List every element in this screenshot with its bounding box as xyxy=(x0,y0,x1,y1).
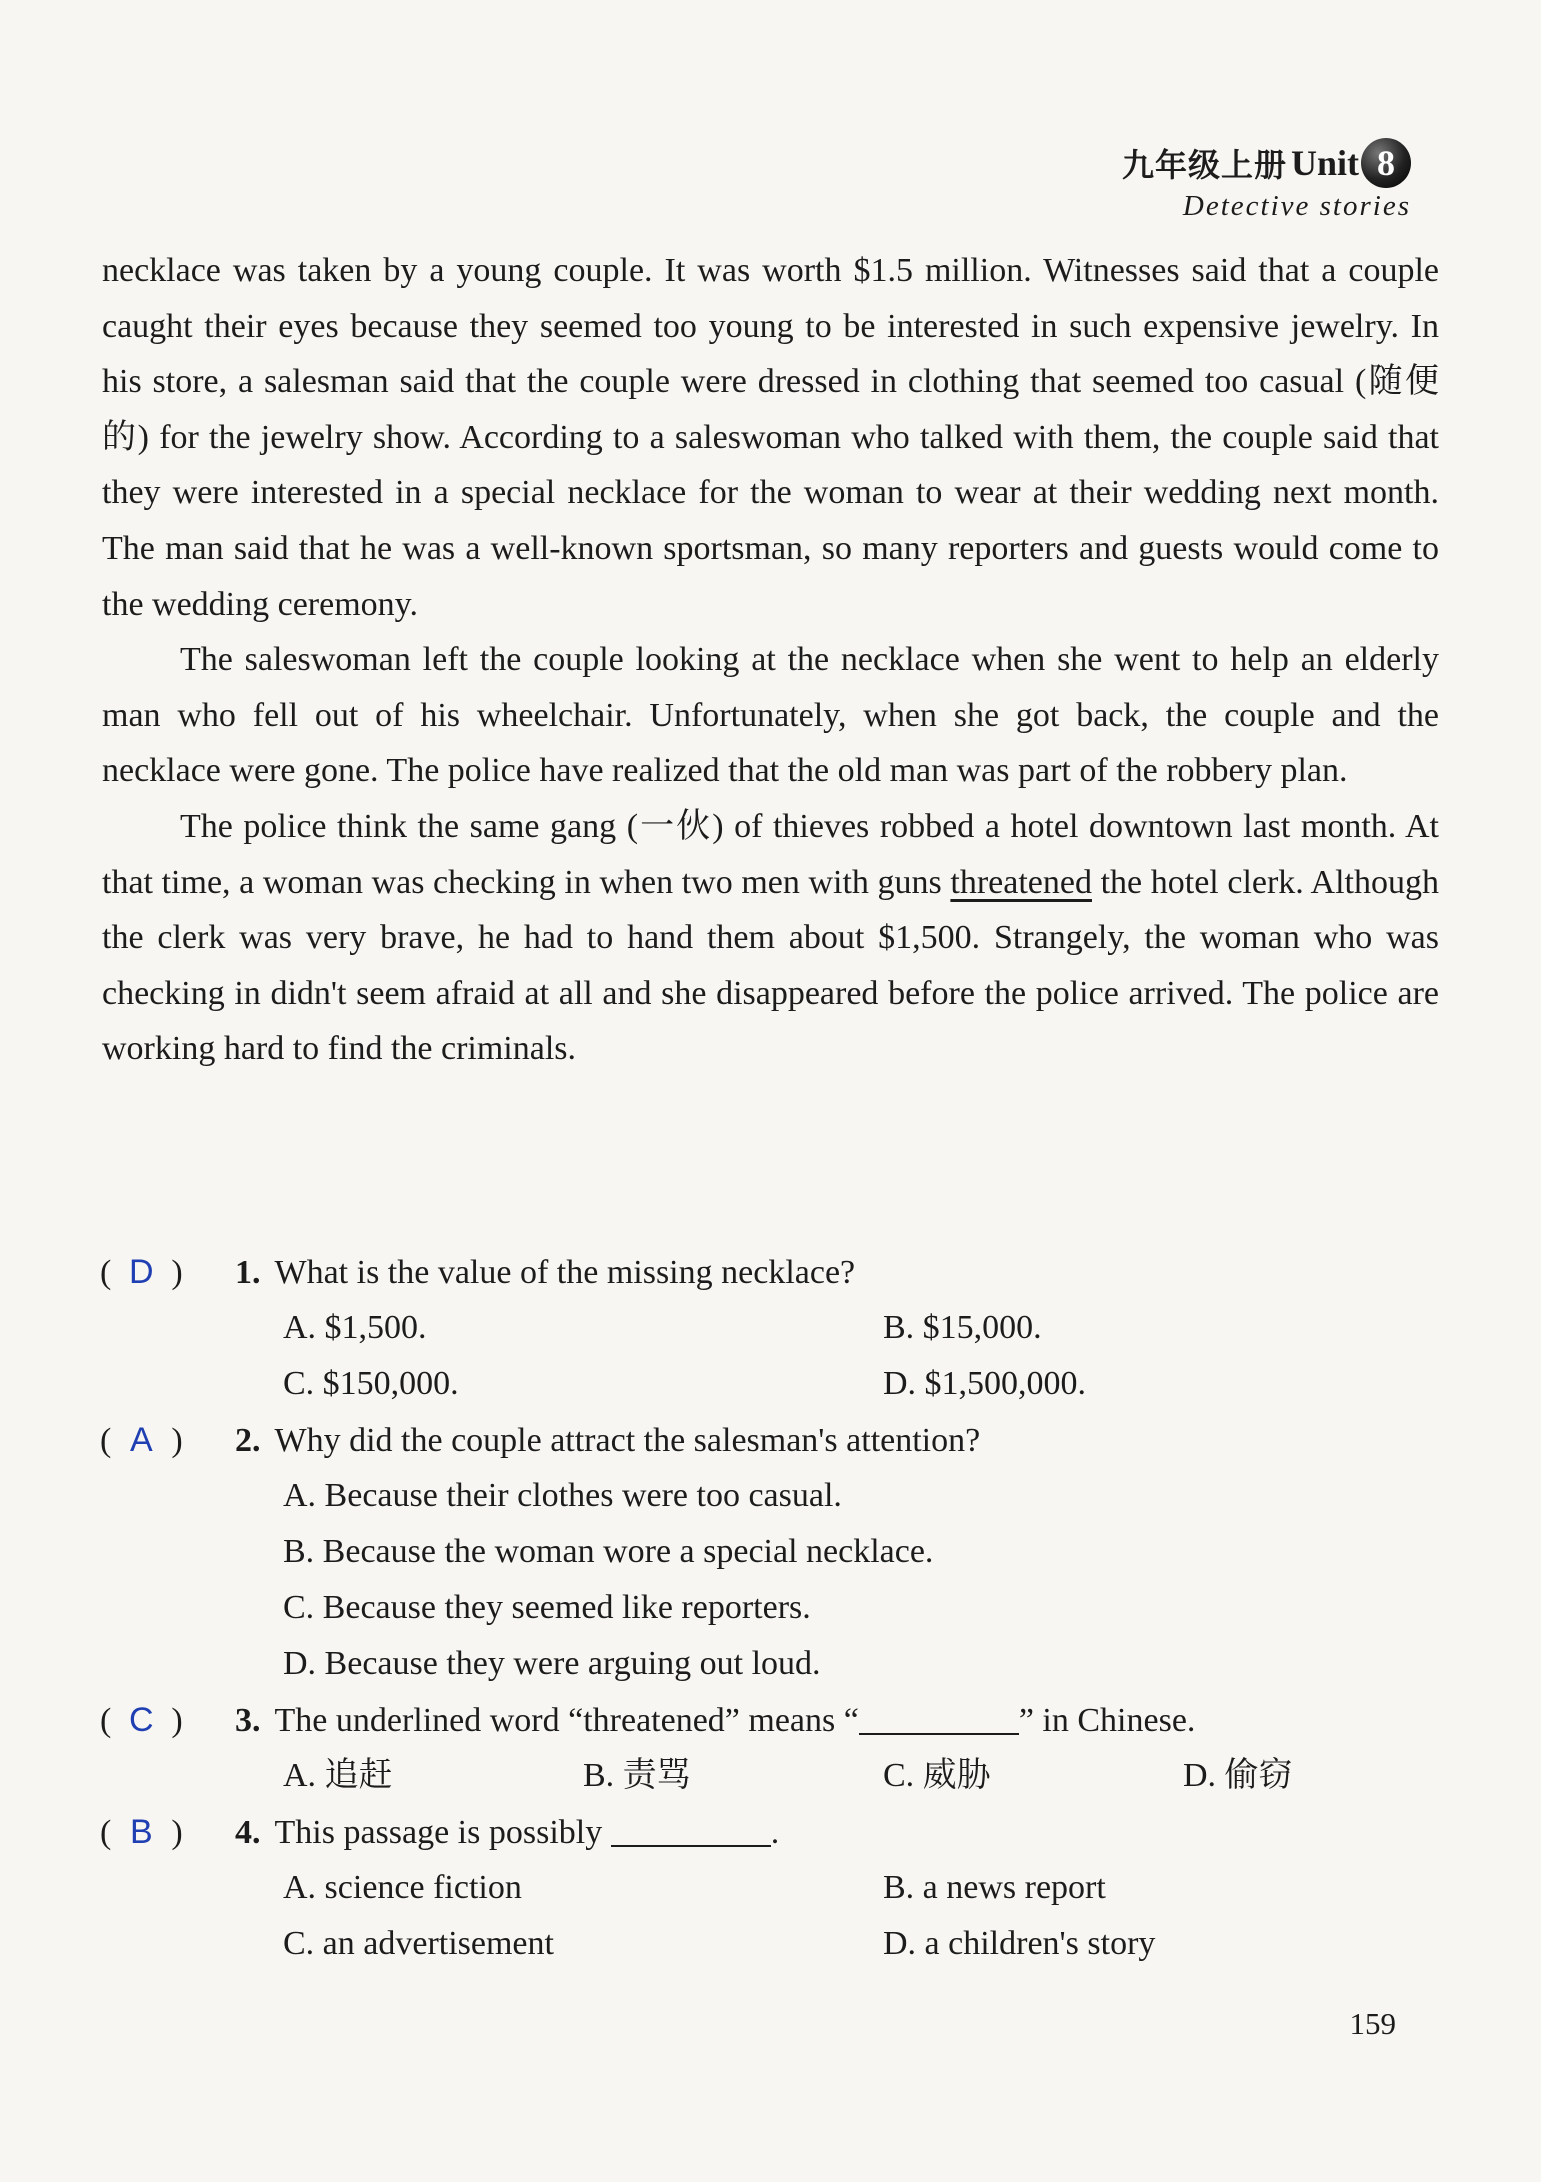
reading-passage xyxy=(102,243,1439,1077)
option-c: C. Because they seemed like reporters. xyxy=(283,1589,811,1626)
unit-subtitle: Detective stories xyxy=(1182,190,1411,222)
header-title xyxy=(1122,138,1411,188)
option-b: B. 责骂 xyxy=(583,1757,691,1794)
answer-bracket: ( B ) xyxy=(100,1804,235,1861)
option-a: A. $1,500. xyxy=(283,1309,427,1346)
question-text: Why did the couple attract the salesman's attention? xyxy=(274,1422,981,1459)
question-2 xyxy=(100,1412,1440,1692)
question-text xyxy=(275,1805,780,1861)
underlined-word: threatened xyxy=(950,863,1092,901)
answer-bracket: ( C ) xyxy=(100,1692,235,1749)
question-text-start: The underlined word “threatened” means “ xyxy=(274,1702,859,1739)
option-a: A. Because their clothes were too casual. xyxy=(283,1477,842,1514)
paragraph-3 xyxy=(102,799,1439,1077)
question-4 xyxy=(100,1804,1440,1972)
paragraph-3-part-2: the hotel clerk. Although the clerk was very brave, he had to hand them about $1,500. Strangely, the woman who was checking in didn't seem afraid at all and she disappeared before the police arrived. The police are working hard to find the criminals. xyxy=(102,863,1439,1068)
book-label: 九年级上册 xyxy=(1121,146,1287,184)
question-number: 3. xyxy=(235,1702,261,1739)
answer-mark: A xyxy=(129,1421,153,1459)
question-list xyxy=(100,1244,1440,1972)
option-c: C. 威胁 xyxy=(883,1757,991,1794)
answer-blank xyxy=(611,1813,771,1847)
unit-label: Unit xyxy=(1290,143,1359,183)
answer-mark: C xyxy=(129,1701,154,1739)
option-c: C. an advertisement xyxy=(283,1925,554,1962)
question-3 xyxy=(100,1692,1440,1804)
option-a: A. 追赶 xyxy=(283,1757,393,1794)
paragraph-1: necklace was taken by a young couple. It was worth $1.5 million. Witnesses said that a couple caught their eyes because they seemed too young to be interested in such expensive jewelry. In his store, a salesman said that the couple were dressed in clothing that seemed too casual (随便的) for the jewelry show. According to a saleswoman who talked with them, the couple said that they were interested in a special necklace for the woman to wear at their wedding next month. The man said that he was a well-known sportsman, so many reporters and guests would come to the wedding ceremony. xyxy=(102,252,1439,623)
option-b: B. a news report xyxy=(883,1869,1106,1906)
option-b: B. Because the woman wore a special necklace. xyxy=(283,1533,934,1570)
answer-bracket: ( D ) xyxy=(100,1244,235,1301)
question-text xyxy=(275,1693,1196,1749)
option-d: D. Because they were arguing out loud. xyxy=(283,1645,821,1682)
option-d: D. $1,500,000. xyxy=(883,1365,1087,1402)
question-text: What is the value of the missing necklace? xyxy=(274,1254,856,1291)
question-text-end: . xyxy=(770,1814,780,1851)
option-d: D. a children's story xyxy=(883,1925,1156,1962)
answer-mark: B xyxy=(129,1813,153,1851)
answer-bracket: ( A ) xyxy=(100,1412,235,1469)
question-text-start: This passage is possibly xyxy=(274,1814,611,1851)
question-number: 2. xyxy=(235,1422,261,1459)
option-d: D. 偷窃 xyxy=(1183,1757,1293,1794)
option-a: A. science fiction xyxy=(283,1869,522,1906)
question-number: 1. xyxy=(235,1254,261,1291)
answer-mark: D xyxy=(129,1253,154,1291)
question-number: 4. xyxy=(235,1814,261,1851)
paragraph-2: The saleswoman left the couple looking at the necklace when she went to help an elderly man who fell out of his wheelchair. Unfortunately, when she got back, the couple and the necklace were gone. The police have realized that the old man was part of the robbery plan. xyxy=(102,641,1439,790)
option-b: B. $15,000. xyxy=(883,1309,1042,1346)
paragraph-3-part-1: The police think the same gang (一伙) of thieves robbed a hotel downtown last month. At that time, a woman was checking in when two men with guns xyxy=(102,807,1439,901)
option-c: C. $150,000. xyxy=(283,1365,459,1402)
unit-number-badge: 8 xyxy=(1361,138,1411,188)
answer-blank xyxy=(859,1701,1019,1735)
page-number: 159 xyxy=(1349,2006,1396,2041)
page-header xyxy=(1122,138,1411,223)
question-1 xyxy=(100,1244,1440,1412)
question-text-end: ” in Chinese. xyxy=(1018,1702,1196,1739)
